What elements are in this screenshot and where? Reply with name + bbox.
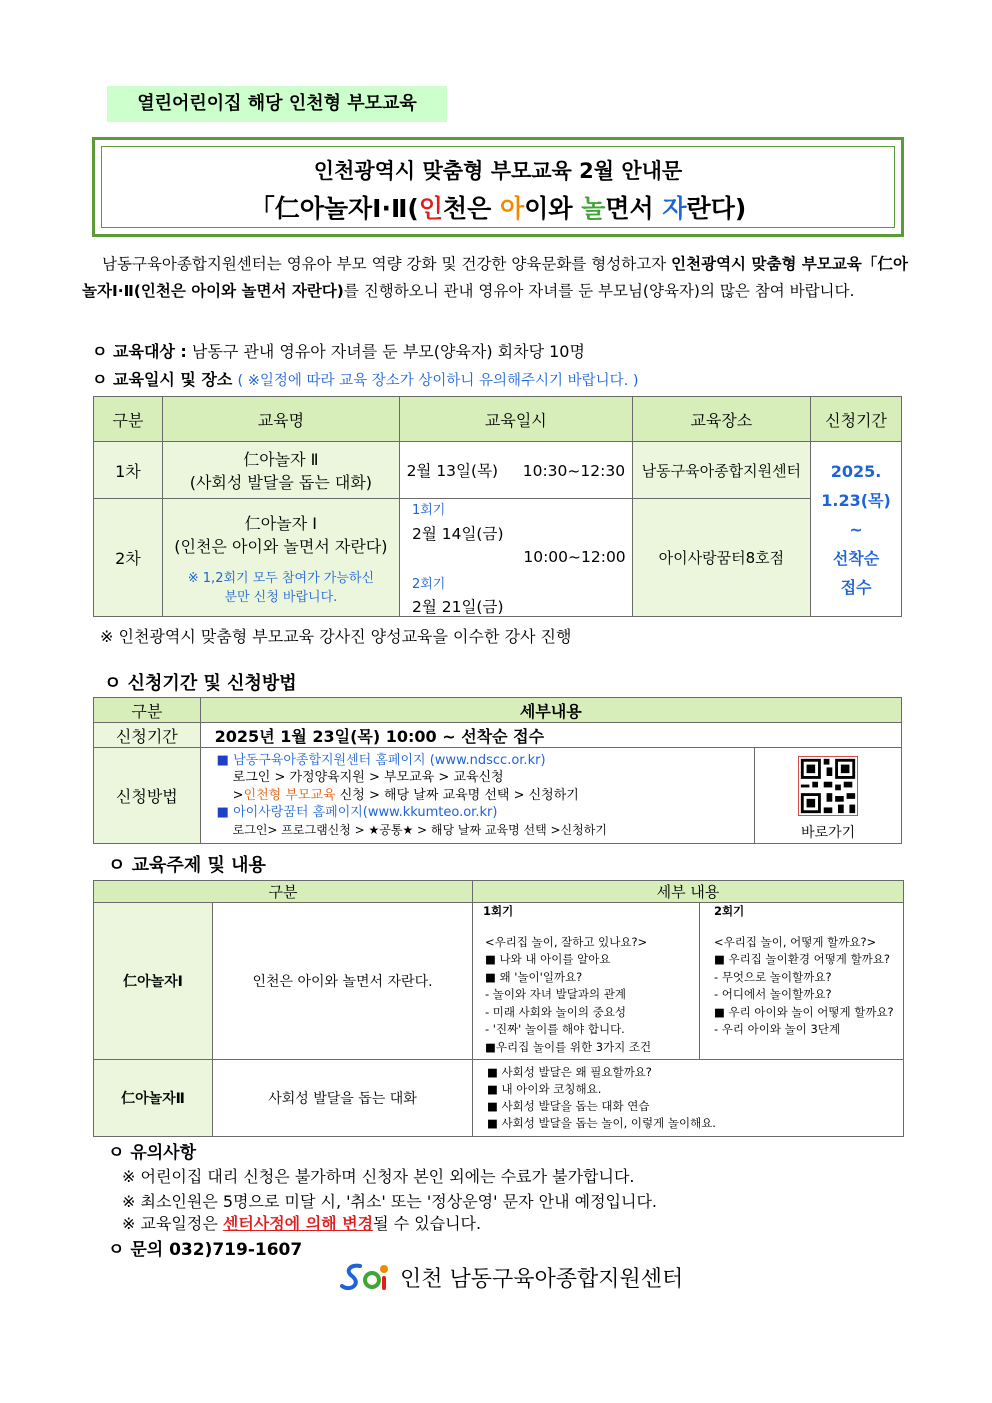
intro-paragraph: 남동구육아종합지원센터는 영유아 부모 역량 강화 및 건강한 양육문화를 형성하고자 인천광역시 맞춤형 부모교육「仁아놀자Ⅰ·Ⅱ(인천은 아이와 놀면서 자란다)를 진행하오니 관내 영유아 자녀를 둔 부모님(양육자)의 많은 참여 바랍니다. [82,255,908,300]
caution-2: ※ 최소인원은 5명으로 미달 시, '취소' 또는 '정상운영' 문자 안내 예정입니다. [122,1192,657,1211]
schedule-table: 구분 교육명 교육일시 교육장소 신청기간 1차 仁아놀자 Ⅱ (사회성 발달을 돕는 대화) 2월 13일(목) 10:30~12:30 남동구육아종합지원센터 2025. 1.23(목) ~ 선착순 접수 2차 仁아놀자 Ⅰ (인천은 아이와 놀면서 자란다) ※ 1,2회기 모두 참여가 가능하신 분만 신청 바랍니다. 1회기 2월 14일(금) 10:00~12:00 2회기 2월 21일(금) 아이사랑꿈터8호점 [93,396,902,617]
footer-logo: 인천 남동구육아종합지원센터 [338,1260,683,1294]
contact: ㅇ 문의 032)719-1607 [108,1240,303,1260]
category-tag: 열린어린이집 해당 인천형 부모교육 [107,86,447,122]
target-line: ㅇ 교육대상 : 남동구 관내 영유아 자녀를 둔 부모(양육자) 회차당 10명 [92,342,585,361]
title-box [92,137,904,237]
table-row: 2차 仁아놀자 Ⅰ (인천은 아이와 놀면서 자란다) ※ 1,2회기 모두 참여가 가능하신 분만 신청 바랍니다. 1회기 2월 14일(금) 10:00~12:00 2회기 2월 21일(금) 아이사랑꿈터8호점 [94,499,902,617]
program-title: 「仁아놀자Ⅰ·Ⅱ(인천은 아이와 놀면서 자란다) [249,194,747,223]
content-table: 구분 세부 내용 仁아놀자Ⅰ 인천은 아이와 놀면서 자란다. 1회기 <우리집 놀이, 잘하고 있나요?> ■ 나와 내 아이를 알아요 ■ 왜 '놀이'일까요? - 놀이와 자녀 발달과의 관계 - 미래 사회와 놀이의 중요성 - '진짜' 놀이를 해야 합니다. ■우리집 놀이를 위한 3가지 조건 2회기 <우리집 놀이, 어떻게 할까요?> ■ 우리집 놀이환경 어떻게 할까요? - 무엇으로 놀이할까요? - 어디에서 놀이할까요? ■ 우리 아이와 놀이 어떻게 할까요? - 우리 아이와 놀이 3단계 仁아놀자Ⅱ 사회성 발달을 돕는 대화 ■ 사회성 발달은 왜 필요할까요? ■ 내 아이와 코칭해요. ■ 사회성 발달을 돕는 대화 연습 ■ 사회성 발달을 돕는 놀이, 이렇게 놀이해요. [93,880,904,1137]
ndscc-link[interactable]: 남동구육아종합지원센터 홈페이지 (www.ndscc.or.kr) [233,752,546,768]
schedule-heading: ㅇ 교육일시 및 장소 ( ※일정에 따라 교육 장소가 상이하니 유의해주시기 바랍니다. ) [92,370,639,389]
qr-code-icon[interactable] [798,756,858,816]
apply-heading: ㅇ 신청기간 및 신청방법 [104,673,297,694]
caution-1: ※ 어린이집 대리 신청은 불가하며 신청자 본인 외에는 수료가 불가합니다. [122,1167,635,1186]
center-logo-icon [338,1260,398,1294]
kkumteo-link[interactable]: 아이사랑꿈터 홈페이지(www.kkumteo.or.kr) [233,805,498,821]
table-row: 1차 仁아놀자 Ⅱ (사회성 발달을 돕는 대화) 2월 13일(목) 10:30~12:30 남동구육아종합지원센터 2025. 1.23(목) ~ 선착순 접수 [94,442,902,499]
page-title: 인천광역시 맞춤형 부모교육 2월 안내문 [313,159,683,183]
caution-heading: ㅇ 유의사항 [108,1143,197,1163]
qr-shortcut[interactable]: 바로가기 [755,748,902,844]
instructor-note: ※ 인천광역시 맞춤형 부모교육 강사진 양성교육을 이수한 강사 진행 [100,627,572,646]
caution-3: ※ 교육일정은 센터사정에 의해 변경될 수 있습니다. [122,1214,482,1233]
content-heading: ㅇ 교육주제 및 내용 [108,855,266,876]
apply-table: 구분 세부내용 신청기간 2025년 1월 23일(목) 10:00 ~ 선착순 접수 신청방법 ■ 남동구육아종합지원센터 홈페이지 (www.ndscc.or.kr) 로그인 > 가정양육지원 > 부모교육 > 교육신청 >인천형 부모교육 신청 > 해당 날짜 교육명 선택 > 신청하기 ■ 아이사랑꿈터 홈페이지(www.kkumteo.or.kr) 로그인> 프로그램신청 > ★공통★ > 해당 날짜 교육명 선택 >신청하기 바로가기 [93,697,902,844]
